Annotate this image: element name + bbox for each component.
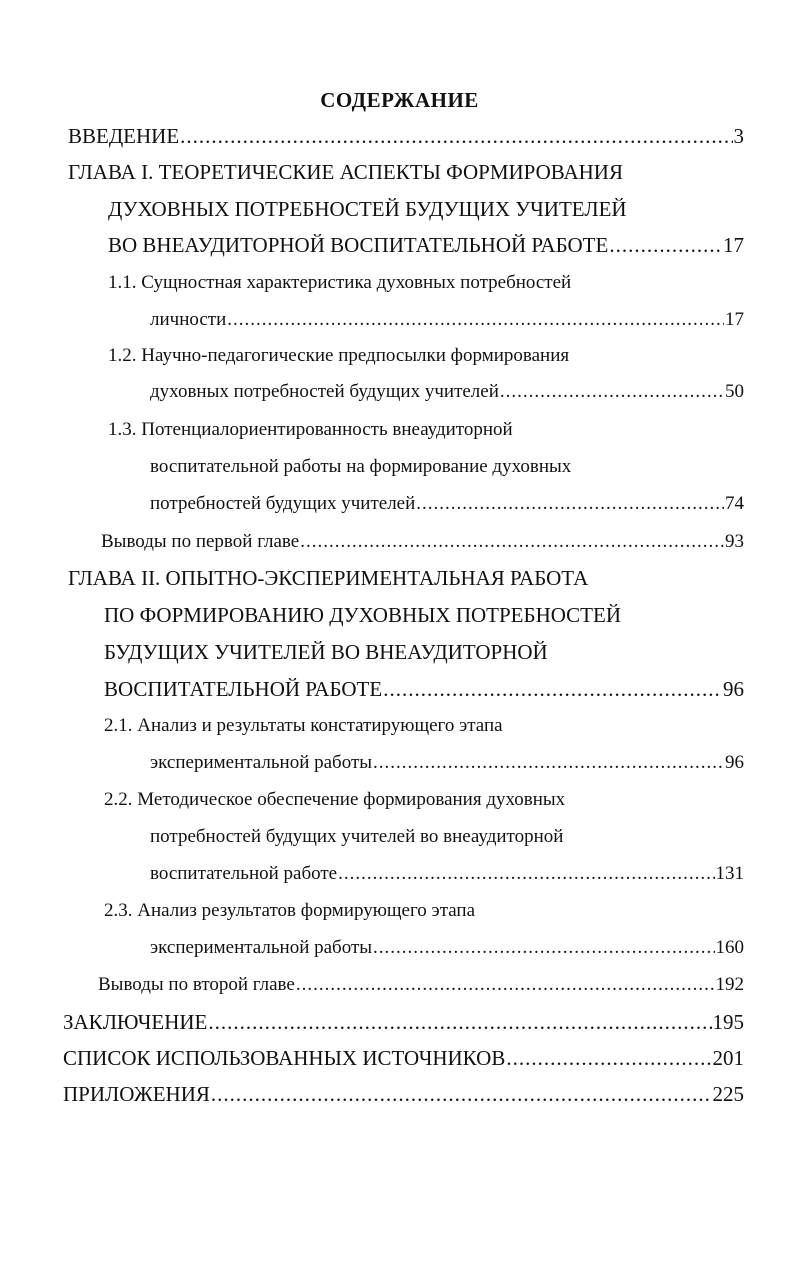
- leader-dots: [416, 492, 724, 516]
- leader-dots: [296, 973, 715, 997]
- entry-text: воспитательной работы на формирование духовных: [150, 456, 572, 477]
- entry-text: экспериментальной работы: [150, 937, 373, 958]
- entry-text: 2.2. Методическое обеспечение формирования духовных: [104, 789, 566, 810]
- toc-chapter2-line4[interactable]: [104, 677, 744, 701]
- toc-entry-intro[interactable]: [68, 124, 744, 148]
- leader-dots: [180, 124, 732, 148]
- entry-text: Выводы по первой главе: [101, 531, 300, 552]
- toc-chapter1-line1[interactable]: [68, 160, 623, 184]
- toc-section-2-1-line1[interactable]: [104, 714, 503, 738]
- entry-text: потребностей будущих учителей во внеаудиторной: [150, 826, 564, 847]
- page-number: 195: [712, 1010, 744, 1034]
- entry-text: ЗАКЛЮЧЕНИЕ: [63, 1010, 208, 1034]
- page-title: СОДЕРЖАНИЕ: [320, 88, 479, 112]
- entry-text: экспериментальной работы: [150, 752, 373, 773]
- page-number: 3: [733, 124, 744, 148]
- page-number: 74: [725, 493, 744, 514]
- toc-entry-appendices[interactable]: [63, 1082, 744, 1106]
- entry-text: СПИСОК ИСПОЛЬЗОВАННЫХ ИСТОЧНИКОВ: [63, 1046, 506, 1070]
- entry-text: 2.1. Анализ и результаты констатирующего этапа: [104, 715, 503, 736]
- entry-text: 2.3. Анализ результатов формирующего этапа: [104, 900, 476, 921]
- leader-dots: [609, 233, 722, 257]
- page-number: 131: [715, 863, 744, 884]
- entry-text: духовных потребностей будущих учителей: [150, 381, 499, 402]
- entry-text: 1.3. Потенциалориентированность внеаудиторной: [108, 419, 513, 440]
- leader-dots: [506, 1046, 711, 1070]
- page-number: 17: [723, 233, 744, 257]
- toc-section-2-3-line1[interactable]: [104, 899, 475, 923]
- leader-dots: [500, 380, 724, 404]
- toc-chapter1-line2[interactable]: [108, 197, 627, 221]
- toc-section-2-1-line2[interactable]: [150, 751, 744, 775]
- leader-dots: [208, 1010, 711, 1034]
- entry-text: ПРИЛОЖЕНИЯ: [63, 1082, 210, 1106]
- page-number: 50: [725, 381, 744, 402]
- page-number: 96: [725, 752, 744, 773]
- entry-text: потребностей будущих учителей: [150, 493, 416, 514]
- entry-text: ПО ФОРМИРОВАНИЮ ДУХОВНЫХ ПОТРЕБНОСТЕЙ: [104, 603, 621, 627]
- entry-text: ВО ВНЕАУДИТОРНОЙ ВОСПИТАТЕЛЬНОЙ РАБОТЕ: [108, 233, 609, 257]
- leader-dots: [373, 936, 714, 960]
- leader-dots: [211, 1082, 712, 1106]
- toc-chapter2-line3[interactable]: [104, 640, 548, 664]
- entry-text: ВВЕДЕНИЕ: [68, 124, 180, 148]
- toc-section-1-1-line1[interactable]: [108, 271, 571, 295]
- toc-conclusions-chapter1[interactable]: [101, 530, 744, 554]
- entry-text: ГЛАВА I. ТЕОРЕТИЧЕСКИЕ АСПЕКТЫ ФОРМИРОВАНИЯ: [68, 160, 623, 184]
- toc-section-2-3-line2[interactable]: [150, 936, 744, 960]
- toc-section-1-2-line1[interactable]: [108, 344, 569, 368]
- leader-dots: [373, 751, 724, 775]
- page-number: 96: [723, 677, 744, 701]
- page-number: 192: [715, 974, 744, 995]
- leader-dots: [227, 308, 724, 332]
- entry-text: личности: [150, 309, 227, 330]
- toc-entry-sources[interactable]: [63, 1046, 744, 1070]
- toc-section-1-3-line2[interactable]: [150, 455, 571, 479]
- entry-text: БУДУЩИХ УЧИТЕЛЕЙ ВО ВНЕАУДИТОРНОЙ: [104, 640, 548, 664]
- page-number: 201: [712, 1046, 744, 1070]
- toc-chapter2-line1[interactable]: [68, 566, 588, 590]
- entry-text: воспитательной работе: [150, 863, 338, 884]
- leader-dots: [383, 677, 722, 701]
- entry-text: ВОСПИТАТЕЛЬНОЙ РАБОТЕ: [104, 677, 383, 701]
- toc-section-1-2-line2[interactable]: [150, 380, 744, 404]
- leader-dots: [338, 862, 714, 886]
- page-number: 160: [715, 937, 744, 958]
- toc-section-2-2-line3[interactable]: [150, 862, 744, 886]
- page-number: 17: [725, 309, 744, 330]
- toc-entry-conclusion[interactable]: [63, 1010, 744, 1034]
- entry-text: ГЛАВА II. ОПЫТНО-ЭКСПЕРИМЕНТАЛЬНАЯ РАБОТА: [68, 566, 589, 590]
- toc-section-1-1-line2[interactable]: [150, 308, 744, 332]
- page-number: 225: [712, 1082, 744, 1106]
- entry-text: 1.2. Научно-педагогические предпосылки формирования: [108, 345, 570, 366]
- leader-dots: [300, 530, 724, 554]
- toc-section-1-3-line3[interactable]: [150, 492, 744, 516]
- entry-text: 1.1. Сущностная характеристика духовных потребностей: [108, 272, 572, 293]
- toc-section-2-2-line2[interactable]: [150, 825, 563, 849]
- toc-chapter2-line2[interactable]: [104, 603, 621, 627]
- toc-conclusions-chapter2[interactable]: [98, 973, 744, 997]
- toc-section-1-3-line1[interactable]: [108, 418, 513, 442]
- toc-chapter1-line3[interactable]: [108, 233, 744, 257]
- entry-text: ДУХОВНЫХ ПОТРЕБНОСТЕЙ БУДУЩИХ УЧИТЕЛЕЙ: [108, 197, 627, 221]
- toc-section-2-2-line1[interactable]: [104, 788, 565, 812]
- entry-text: Выводы по второй главе: [98, 974, 295, 995]
- page-number: 93: [725, 531, 744, 552]
